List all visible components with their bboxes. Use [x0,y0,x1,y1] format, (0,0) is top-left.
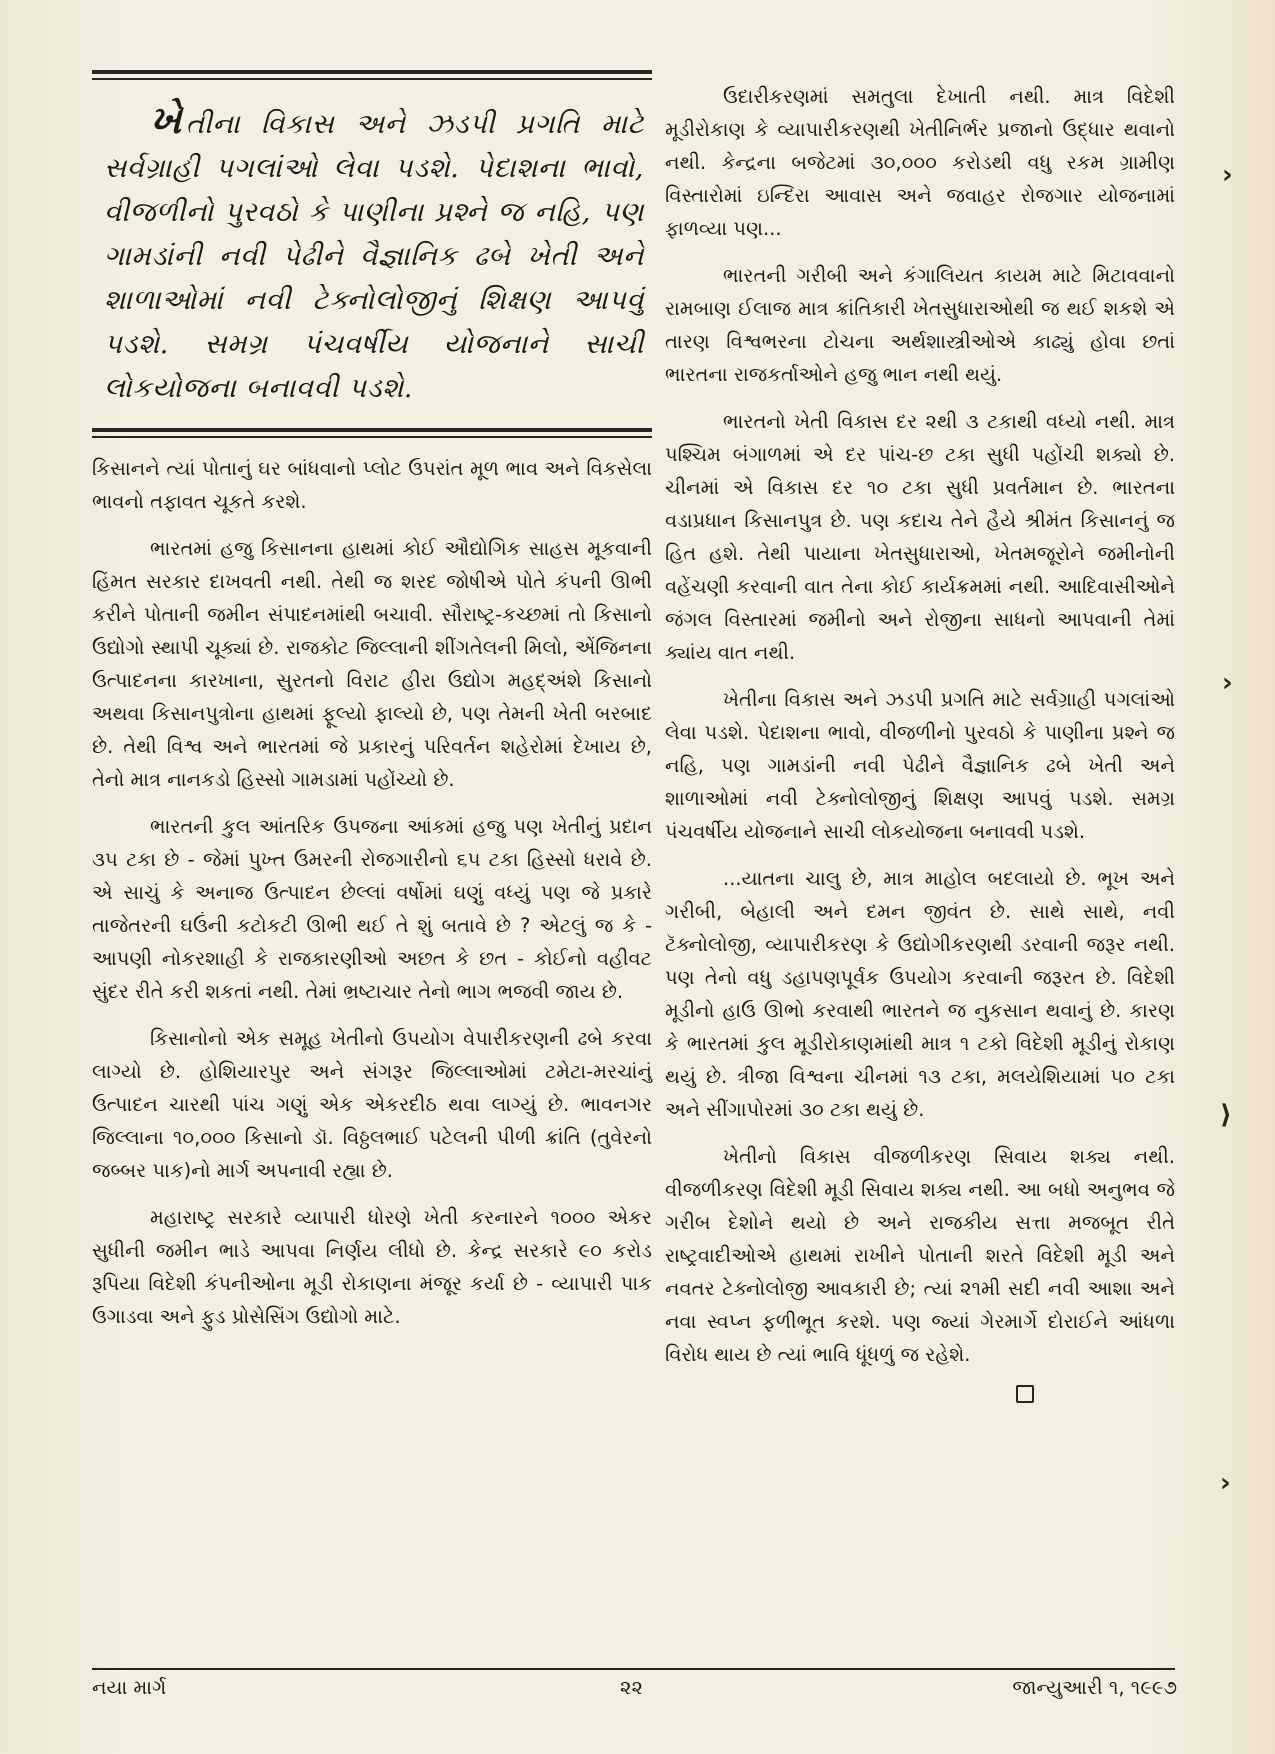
binding-mark-icon: ⟩ [1220,1100,1232,1130]
right-column [665,80,1175,1407]
pull-quote-bottom-rule-thin [92,436,652,438]
right-paragraph-3: ભારતનો ખેતી વિકાસ દર ૨થી ૩ ટકાથી વધ્યો નથી. માત્ર પશ્ચિમ બંગાળમાં એ દર પાંચ-છ ટકા સુધી પહોંચી શક્યો છે. ચીનમાં એ વિકાસ દર ૧૦ ટકા સુધી પ્રવર્તમાન છે. ભારતના વડાપ્રધાન કિસાનપુત્ર છે. પણ કદાચ તેને હૈયે શ્રીમંત કિસાનનું જ હિત હશે. તેથી પાયાના ખેતસુધારાઓ, ખેતમજૂરોને જમીનોની વહેંચણી કરવાની વાત તેના કોઈ કાર્યક્રમમાં નથી. આદિવાસીઓને જંગલ વિસ્તારમાં જમીનો અને રોજીના સાધનો આપવાની તેમાં ક્યાંય વાત નથી. [665,410,1175,664]
end-of-article-mark [665,1385,1175,1407]
pull-quote-top-rule-thin [92,78,652,80]
footer-rule [92,1668,1175,1670]
pull-quote-text: તીના વિકાસ અને ઝડપી પ્રગતિ માટે સર્વગ્રાહી પગલાંઓ લેવા પડશે. પેદાશના ભાવો, વીજળીનો પુરવઠો કે પાણીના પ્રશ્ને જ નહિ, પણ ગામડાંની નવી પેઢીને વૈજ્ઞાનિક ઢબે ખેતી અને શાળાઓમાં નવી ટેક્નોલોજીનું શિક્ષણ આપવું પડશે. સમગ્ર પંચવર્ષીય યોજનાને સાચી લોકયોજના બનાવવી પડશે. [104,108,644,404]
left-paragraph-4: કિસાનોનો એક સમૂહ ખેતીનો ઉપયોગ વેપારીકરણની ઢબે કરવા લાગ્યો છે. હોશિયારપુર અને સંગરૂર જિલ્લાઓમાં ટમેટા-મરચાંનું ઉત્પાદન ચારથી પાંચ ગણું એક એકરદીઠ થવા લાગ્યું છે. ભાવનગર જિલ્લાના ૧૦,૦૦૦ કિસાનો ડૉ. વિઠ્ઠલભાઈ પટેલની પીળી ક્રાંતિ (તુવેરનો જબ્બર પાક)નો માર્ગ અપનાવી રહ્યા છે. [92,1027,652,1182]
pull-quote-drop-cap: ખે [150,97,182,142]
right-paragraph-1: ઉદારીકરણમાં સમતુલા દેખાતી નથી. માત્ર વિદેશી મૂડીરોકાણ કે વ્યાપારીકરણથી ખેતીનિર્ભર પ્રજાનો ઉદ્ધાર થવાનો નથી. કેન્દ્રના બજેટમાં ૩૦,૦૦૦ કરોડથી વધુ રકમ ગ્રામીણ વિસ્તારોમાં ઇન્દિરા આવાસ અને જવાહર રોજગાર યોજનામાં ફાળવ્યા પણ... [665,85,1175,240]
left-column [92,70,652,1347]
binding-mark-icon: › [1222,160,1233,190]
footer-page-number: ૨૨ [620,1676,643,1699]
right-paragraph-2: ભારતની ગરીબી અને કંગાલિયત કાયમ માટે મિટાવવાનો રામબાણ ઈલાજ માત્ર ક્રાંતિકારી ખેતસુધારાઓથી જ થઈ શકશે એ તારણ વિશ્વભરના ટોચના અર્થશાસ્ત્રીઓએ કાઢ્યું હોવા છતાં ભારતના રાજકર્તાઓને હજુ ભાન નથી થયું. [665,264,1175,386]
binding-mark-icon: › [1222,668,1233,698]
pull-quote-bottom-rule [92,428,652,432]
footer-publication: નયા માર્ગ [92,1676,167,1699]
pull-quote-top-rule [92,70,652,74]
pull-quote [104,98,644,410]
left-paragraph-5: મહારાષ્ટ્ર સરકારે વ્યાપારી ધોરણે ખેતી કરનારને ૧૦૦૦ એકર સુધીની જમીન ભાડે આપવા નિર્ણય લીધો છે. કેન્દ્ર સરકારે ૯૦ કરોડ રૂપિયા વિદેશી કંપનીઓના મૂડી રોકાણના મંજૂર કર્યા છે - વ્યાપારી પાક ઉગાડવા અને ફુડ પ્રોસેસિંગ ઉદ્યોગો માટે. [92,1206,652,1328]
left-paragraph-1: કિસાનને ત્યાં પોતાનું ઘર બાંધવાનો પ્લોટ ઉપરાંત મૂળ ભાવ અને વિકસેલા ભાવનો તફાવત ચૂકતે કરશે. [92,457,652,513]
left-paragraph-3: ભારતની કુલ આંતરિક ઉપજના આંકમાં હજુ પણ ખેતીનું પ્રદાન ૩૫ ટકા છે - જેમાં પુખ્ત ઉમરની રોજગારીનો ૬૫ ટકા હિસ્સો ધરાવે છે. એ સાચું કે અનાજ ઉત્પાદન છેલ્લાં વર્ષોમાં ઘણું વધ્યું પણ જે પ્રકારે તાજેતરની ઘઉંની કટોકટી ઊભી થઈ તે શું બતાવે છે ? એટલું જ કે - આપણી નોકરશાહી કે રાજકારણીઓ અછત કે છત - કોઈનો વહીવટ સુંદર રીતે કરી શકતાં નથી. તેમાં ભ્રષ્ટાચાર તેનો ભાગ ભજવી જાય છે. [92,815,652,1003]
end-square-icon [1016,1385,1034,1403]
binding-mark-icon: › [1220,1468,1231,1498]
footer-date: જાન્યુઆરી ૧, ૧૯૯૭ [1012,1676,1177,1699]
left-paragraph-2: ભારતમાં હજુ કિસાનના હાથમાં કોઈ ઔદ્યોગિક સાહસ મૂકવાની હિંમત સરકાર દાખવતી નથી. તેથી જ શરદ જોષીએ પોતે કંપની ઊભી કરીને પોતાની જમીન સંપાદનમાંથી બચાવી. સૌરાષ્ટ્ર-કચ્છમાં તો કિસાનો ઉદ્યોગો સ્થાપી ચૂક્યાં છે. રાજકોટ જિલ્લાની શીંગતેલની મિલો, એંજિનના ઉત્પાદનના કારખાના, સુરતનો વિરાટ હીરા ઉદ્યોગ મહદ્અંશે કિસાનો અથવા કિસાનપુત્રોના હાથમાં ફૂલ્યો ફાલ્યો છે, પણ તેમની ખેતી બરબાદ છે. તેથી વિશ્વ અને ભારતમાં જે પ્રકારનું પરિવર્તન શહેરોમાં દેખાય છે, તેનો માત્ર નાનકડો હિસ્સો ગામડામાં પહોંચ્યો છે. [92,537,652,791]
right-paragraph-5: ...યાતના ચાલુ છે, માત્ર માહોલ બદલાયો છે. ભૂખ અને ગરીબી, બેહાલી અને દમન જીવંત છે. સાથે સાથે, નવી ટૅક્નોલોજી, વ્યાપારીકરણ કે ઉદ્યોગીકરણથી ડરવાની જરૂર નથી. પણ તેનો વધુ ડહાપણપૂર્વક ઉપયોગ કરવાની જરૂરત છે. વિદેશી મૂડીનો હાઉ ઊભો કરવાથી ભારતને જ નુકસાન થવાનું છે. કારણ કે ભારતમાં કુલ મૂડીરોકાણમાંથી માત્ર ૧ ટકો વિદેશી મૂડીનું રોકાણ થયું છે. ત્રીજા વિશ્વના ચીનમાં ૧૩ ટકા, મલયેશિયામાં ૫૦ ટકા અને સીંગાપોરમાં ૩૦ ટકા થયું છે. [665,867,1175,1121]
right-paragraph-6: ખેતીનો વિકાસ વીજળીકરણ સિવાય શક્ય નથી. વીજળીકરણ વિદેશી મૂડી સિવાય શક્ય નથી. આ બધો અનુભવ જે ગરીબ દેશોને થયો છે અને રાજકીય સત્તા મજબૂત રીતે રાષ્ટ્રવાદીઓએ હાથમાં રાખીને પોતાની શરતે વિદેશી મૂડી અને નવતર ટેક્નોલોજી આવકારી છે; ત્યાં ૨૧મી સદી નવી આશા અને નવા સ્વપ્ન ફળીભૂત કરશે. પણ જ્યાં ગેરમાર્ગે દોરાઈને આંધળા વિરોધ થાય છે ત્યાં ભાવિ ધૂંધળું જ રહેશે. [665,1145,1175,1366]
right-paragraph-4: ખેતીના વિકાસ અને ઝડપી પ્રગતિ માટે સર્વગ્રાહી પગલાંઓ લેવા પડશે. પેદાશના ભાવો, વીજળીનો પુરવઠો કે પાણીના પ્રશ્ને જ નહિ, પણ ગામડાંની નવી પેઢીને વૈજ્ઞાનિક ઢબે ખેતી અને શાળાઓમાં નવી ટેક્નોલોજીનું શિક્ષણ આપવું પડશે. સમગ્ર પંચવર્ષીય યોજનાને સાચી લોકયોજના બનાવવી પડશે. [665,688,1175,843]
